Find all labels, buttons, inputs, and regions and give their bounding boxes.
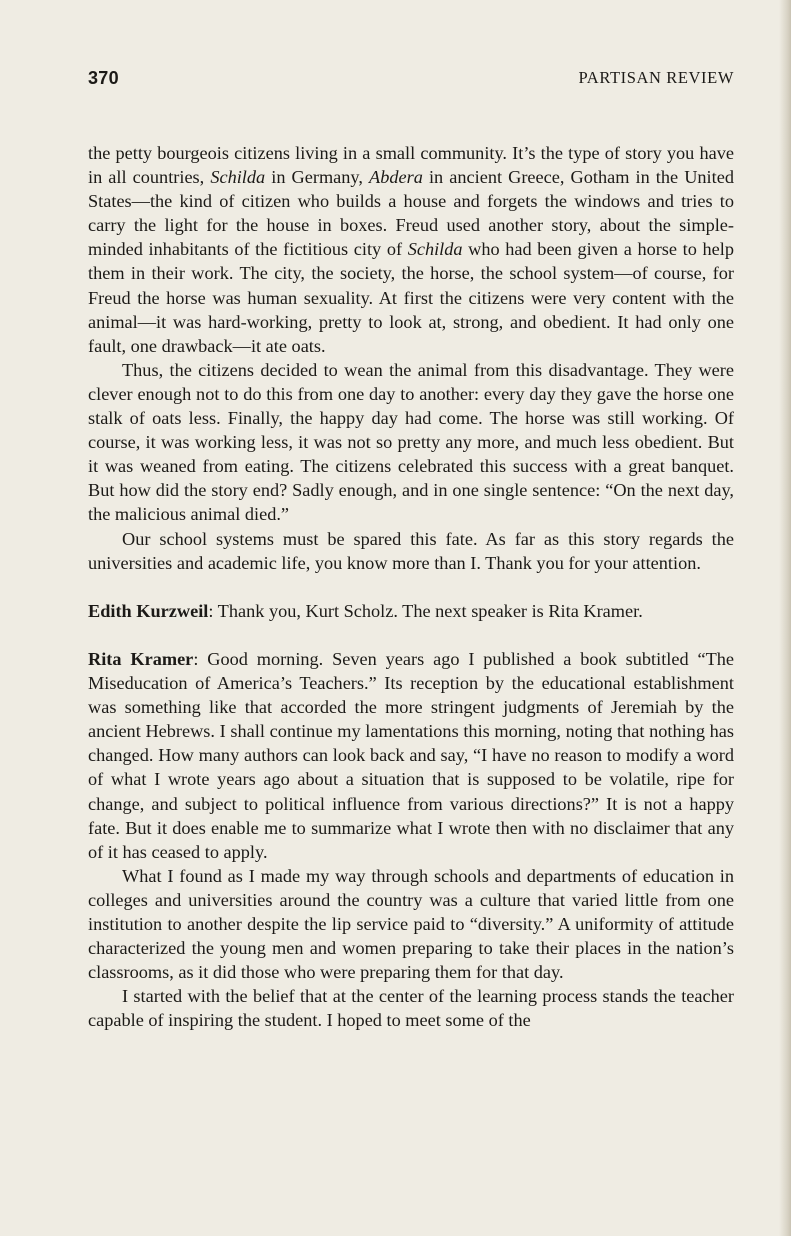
paragraph — [88, 358, 734, 527]
paragraph — [88, 864, 734, 984]
text-run: in ancient Greece, Gotham in the United States—the kind of citizen who builds a house and forgets the windows and tries to carry the light for the house in boxes. Freud used another story, about the simple-minded inhabitants of the fictitious city of — [88, 167, 734, 260]
speaker-name: Rita Kramer — [88, 648, 194, 669]
text-run: in Germany, — [265, 167, 370, 188]
speaker-paragraph — [88, 647, 734, 864]
paragraph — [88, 984, 734, 1032]
text-run: Our school systems must be spared this fate. As far as this story regards the universities and academic life, you know more than I. Thank you for your attention. — [88, 528, 734, 573]
text-run: I started with the belief that at the center of the learning process stands the teacher capable of inspiring the student. I hoped to meet some of the — [88, 986, 734, 1031]
text-run: : Thank you, Kurt Scholz. The next speaker is Rita Kramer. — [208, 600, 643, 621]
body-text — [88, 141, 734, 1032]
paragraph — [88, 527, 734, 575]
running-head: PARTISAN REVIEW — [578, 68, 734, 87]
page-header — [88, 68, 734, 94]
italic-term: Schilda — [407, 239, 463, 260]
text-run: Thus, the citizens decided to wean the animal from this disadvantage. They were clever enough not to do this from one day to another: every day they gave the horse one stalk of oats less. Finally, the happy day had come. The horse was still working. Of course, it was working less, it was not so pretty any more, and much less obedient. But it was weaned from eating. The citizens celebrated this success with a great banquet. But how did the story end? Sadly enough, and in one single sentence: “On the next day, the malicious animal died.” — [88, 359, 734, 525]
page-number: 370 — [88, 68, 119, 88]
text-run: What I found as I made my way through schools and departments of education in colleges and universities around the country was a culture that varied little from one institution to another despite the lip service paid to “diversity.” A uniformity of attitude characterized the young men and women preparing to take their places in the nation’s classrooms, as it did those who were preparing them for that day. — [88, 865, 734, 983]
speaker-name: Edith Kurzweil — [88, 600, 209, 621]
text-run: : Good morning. Seven years ago I published a book subtitled “The Miseducation of America’s Teachers.” Its reception by the educational establishment was something like that accorded the more stringent judgments of Jeremiah by the ancient Hebrews. I shall continue my lamentations this morning, noting that nothing has changed. How many authors can look back and say, “I have no reason to modify a word of what I wrote years ago about a situation that is supposed to be volatile, ripe for change, and subject to political influence from various directions?” It is not a happy fate. But it does enable me to summarize what I wrote then with no disclaimer that any of it has ceased to apply. — [88, 648, 735, 862]
italic-term: Abdera — [369, 167, 423, 188]
speaker-paragraph — [88, 599, 734, 623]
text-run: who had been given a horse to help them in their work. The city, the society, the horse, the school system—of course, for Freud the horse was human sexuality. At first the citizens were very content with the animal—it was hard-working, pretty to look at, strong, and obedient. It had only one fault, one drawback—it ate oats. — [88, 239, 734, 356]
text-run: the petty bourgeois citizens living in a small community. It’s the type of story you have in all countries, — [88, 143, 734, 188]
paragraph — [88, 141, 734, 358]
page-edge-shadow — [779, 0, 791, 1236]
italic-term: Schilda — [210, 167, 266, 188]
